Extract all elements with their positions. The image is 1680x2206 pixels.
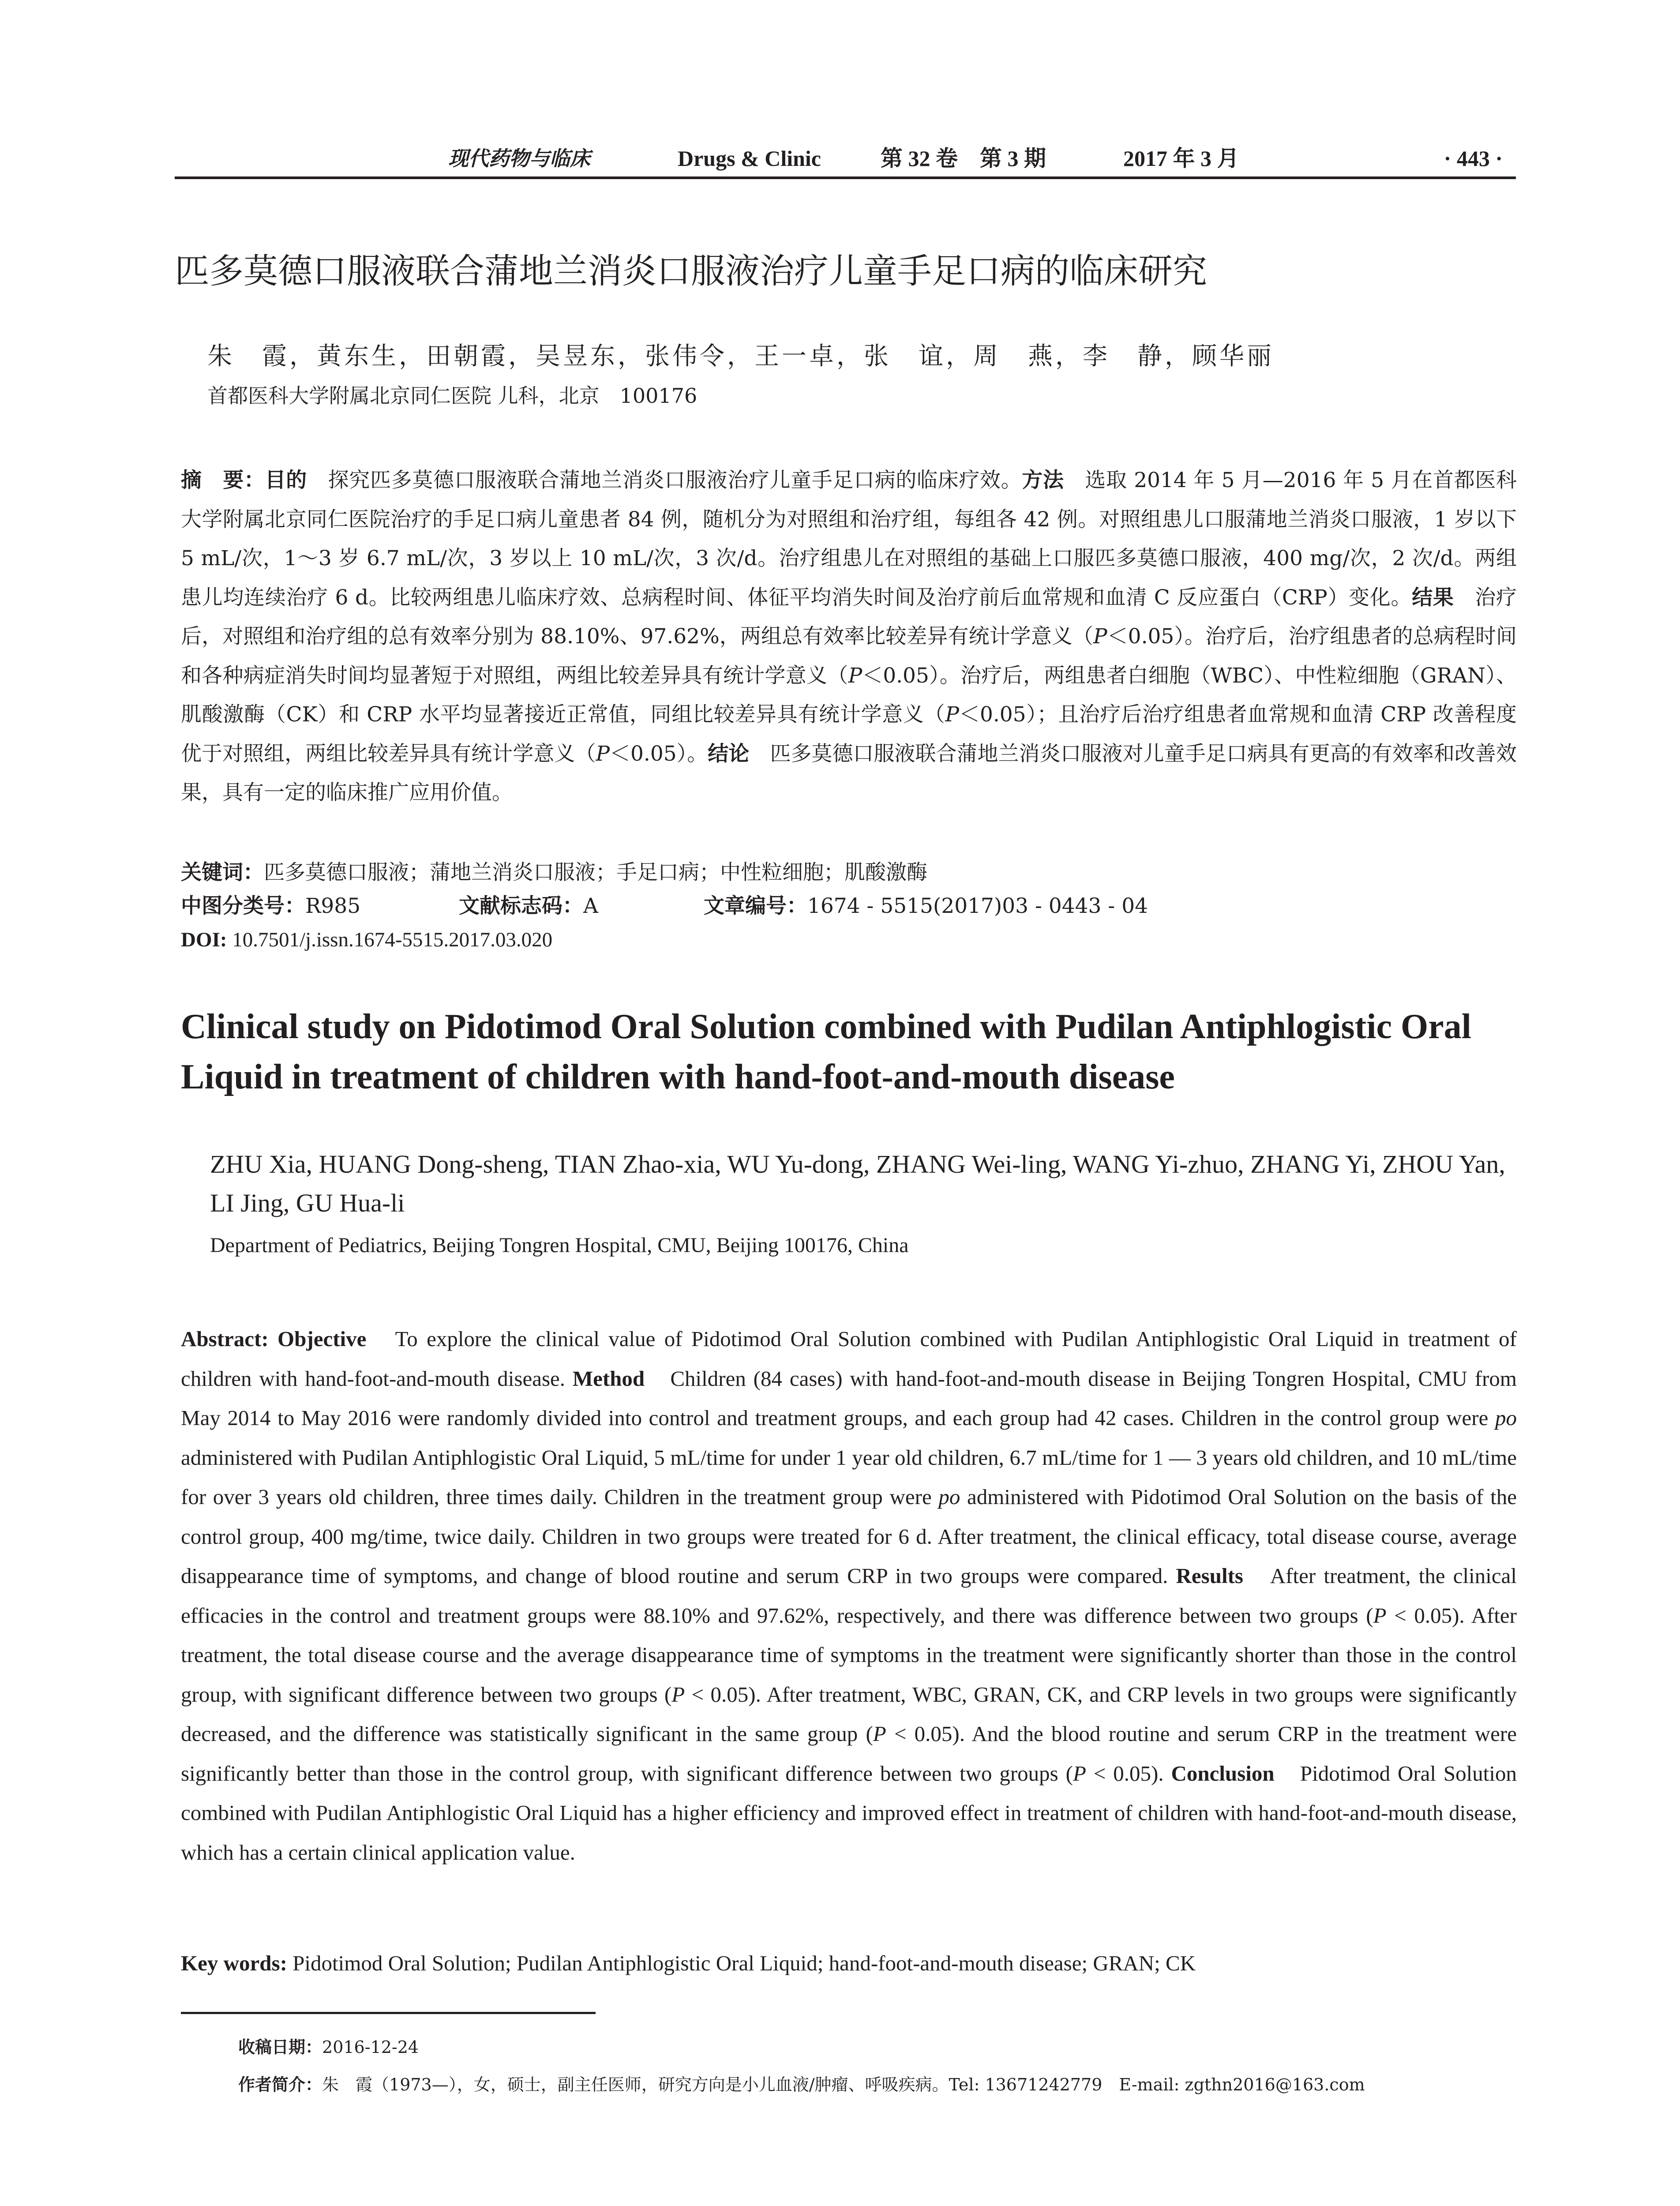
results-text: < 0.05). After treatment, the total disease course and the average disappearance time of symptoms in the treatment were significantly shorter than those in the control group, with significant difference between two groups ( xyxy=(181,1603,1517,1707)
results-label: 结果 xyxy=(1412,585,1454,610)
p-symbol: P xyxy=(1373,1603,1387,1628)
conclusion-label: Conclusion xyxy=(1171,1761,1275,1786)
method-text: administered with Pidotimod Oral Solution on the basis of the control group, 400 mg/time, twice daily. Children in two groups were treated for 6 d. After treatment, the clinical efficacy, total disease course, average disappearance time of symptoms, and change of blood routine and serum CRP in two groups were compared. xyxy=(181,1485,1517,1588)
objective-text: To explore the clinical value of Pidotimod Oral Solution combined with Pudilan Antiphlogistic Oral Liquid in treatment of children with hand-foot-and-mouth disease. xyxy=(181,1327,1517,1391)
article-title-cn: 匹多莫德口服液联合蒲地兰消炎口服液治疗儿童手足口病的临床研究 xyxy=(175,251,1208,291)
doi-label: DOI: xyxy=(181,928,227,951)
method-text: administered with Pudilan Antiphlogistic Oral Liquid, 5 mL/time for under 1 year old children, 6.7 mL/time for 1 — 3 years old children, and 10 mL/time for over 3 years old children, three times daily. Children in the treatment group were xyxy=(181,1445,1517,1509)
p-symbol: P xyxy=(1072,1761,1086,1786)
document-code-label: 文献标志码： xyxy=(459,894,583,918)
clc-number xyxy=(181,889,360,923)
affiliation-en: Department of Pediatrics, Beijing Tongren Hospital, CMU, Beijing 100176, China xyxy=(210,1234,909,1257)
keywords-en-text: Pidotimod Oral Solution; Pudilan Antiphlogistic Oral Liquid; hand-foot-and-mouth disease; GRAN; CK xyxy=(287,1951,1196,1975)
running-header xyxy=(175,140,1516,179)
p-symbol: P xyxy=(848,663,862,688)
footnote-received xyxy=(238,2032,1518,2063)
author-bio-text: 朱 霞（1973—），女，硕士，副主任医师，研究方向是小儿血液/肿瘤、呼吸疾病。Tel: 13671242779 E-mail: zgthn2016@163.com xyxy=(322,2075,1365,2094)
p-symbol: P xyxy=(1093,624,1107,649)
objective-text: 探究匹多莫德口服液联合蒲地兰消炎口服液治疗儿童手足口病的临床疗效。 xyxy=(307,468,1022,492)
article-number-label: 文章编号： xyxy=(704,894,807,918)
clc-label: 中图分类号： xyxy=(181,894,305,918)
results-text: ＜0.05）。治疗后，治疗组患者的总病程时间和各种病症消失时间均显著短于对照组，两组比较差异具有统计学意义（ xyxy=(181,624,1517,688)
conclusion-text: Pidotimod Oral Solution combined with Pudilan Antiphlogistic Oral Liquid has a higher efficiency and improved effect in treatment of children with hand-foot-and-mouth disease, which has a certain clinical application value. xyxy=(181,1761,1517,1865)
article-number xyxy=(704,889,1148,923)
abstract-objective-label: Abstract: Objective xyxy=(181,1327,367,1351)
volume-issue: 第 32 卷 第 3 期 xyxy=(881,146,1046,171)
results-text: ＜0.05）。 xyxy=(610,741,708,766)
method-label: Method xyxy=(572,1366,645,1391)
authors-cn: 朱 霞，黄东生，田朝霞，吴昱东，张伟令，王一卓，张 谊，周 燕，李 静，顾华丽 xyxy=(207,342,1274,371)
results-text: < 0.05). xyxy=(1086,1761,1171,1786)
p-symbol: P xyxy=(671,1682,685,1707)
doi-line xyxy=(181,923,1517,957)
keywords-cn xyxy=(181,856,1517,889)
method-label: 方法 xyxy=(1022,468,1064,492)
conclusion-label: 结论 xyxy=(708,741,750,766)
authors-en: ZHU Xia, HUANG Dong-sheng, TIAN Zhao-xia, WU Yu-dong, ZHANG Wei-ling, WANG Yi-zhuo, ZHANG Yi, ZHOU Yan, LI Jing, GU Hua-li xyxy=(210,1150,1505,1217)
clc-value: R985 xyxy=(305,894,361,918)
journal-name-en: Drugs & Clinic xyxy=(678,146,821,171)
objective-label: 目的 xyxy=(265,468,307,492)
po-term: po xyxy=(1495,1406,1517,1430)
affiliation-cn: 首都医科大学附属北京同仁医院 儿科，北京 100176 xyxy=(207,384,698,408)
abstract-cn xyxy=(181,461,1517,813)
document-code-value: A xyxy=(583,894,598,918)
keywords-en xyxy=(181,1946,1517,1981)
keywords-en-label: Key words: xyxy=(181,1951,287,1975)
footnote-author xyxy=(238,2069,1518,2100)
results-text: < 0.05). And the blood routine and serum CRP in the treatment were significantly better than those in the control group, with significant difference between two groups ( xyxy=(181,1722,1517,1786)
results-text: ＜0.05）。治疗后，两组患者白细胞（WBC）、中性粒细胞（GRAN）、肌酸激酶（CK）和 CRP 水平均显著接近正常值，同组比较差异具有统计学意义（ xyxy=(181,663,1517,727)
abstract-en xyxy=(181,1319,1517,1872)
results-text: ＜0.05）；且治疗后治疗组患者血常规和血清 CRP 改善程度优于对照组，两组比较差异具有统计学意义（ xyxy=(181,702,1517,766)
doi-value[interactable]: 10.7501/j.issn.1674-5515.2017.03.020 xyxy=(227,928,553,951)
received-label: 收稿日期： xyxy=(238,2037,322,2057)
method-text: 选取 2014 年 5 月—2016 年 5 月在首都医科大学附属北京同仁医院治疗的手足口病儿童患者 84 例，随机分为对照组和治疗组，每组各 42 例。对照组患儿口服蒲地兰消炎口服液，1 岁以下 5 mL/次，1～3 岁 6.7 mL/次，3 岁以上 10 mL/次，3 次/d。治疗组患儿在对照组的基础上口服匹多莫德口服液，400 mg/次，2 次/d。两组患儿均连续治疗 6 d。比较两组患儿临床疗效、总病程时间、体征平均消失时间及治疗前后血常规和血清 C 反应蛋白（CRP）变化。 xyxy=(181,468,1517,610)
results-text: 治疗后，对照组和治疗组的总有效率分别为 88.10%、97.62%，两组总有效率比较差异有统计学意义（ xyxy=(181,585,1517,649)
method-text: Children (84 cases) with hand-foot-and-mouth disease in Beijing Tongren Hospital, CMU from May 2014 to May 2016 were randomly divided into control and treatment groups, and each group had 42 cases. Children in the control group were xyxy=(181,1366,1517,1430)
keywords-text: 匹多莫德口服液；蒲地兰消炎口服液；手足口病；中性粒细胞；肌酸激酶 xyxy=(264,860,927,885)
results-text: After treatment, the clinical efficacies in the control and treatment groups were 88.10% and 97.62%, respectively, and there was difference between two groups ( xyxy=(181,1564,1517,1628)
results-label: Results xyxy=(1176,1564,1243,1588)
abstract-label: 摘 要： xyxy=(181,468,265,492)
p-symbol: P xyxy=(873,1722,886,1746)
keywords-label: 关键词： xyxy=(181,860,264,885)
received-date: 2016-12-24 xyxy=(322,2037,419,2057)
journal-name-cn: 现代药物与临床 xyxy=(448,146,590,170)
document-code xyxy=(459,889,598,923)
conclusion-text: 匹多莫德口服液联合蒲地兰消炎口服液对儿童手足口病具有更高的有效率和改善效果，具有一定的临床推广应用价值。 xyxy=(181,741,1517,805)
page-number: · 443 · xyxy=(1444,146,1503,171)
issue-date: 2017 年 3 月 xyxy=(1123,146,1239,171)
po-term: po xyxy=(938,1485,960,1509)
author-bio-label: 作者简介： xyxy=(238,2075,322,2094)
article-number-value: 1674 - 5515(2017)03 - 0443 - 04 xyxy=(807,894,1148,918)
p-symbol: P xyxy=(596,741,610,766)
results-text: < 0.05). After treatment, WBC, GRAN, CK, and CRP levels in two groups were significantly decreased, and the difference was statistically significant in the same group ( xyxy=(181,1682,1517,1746)
p-symbol: P xyxy=(945,702,959,727)
article-title-en: Clinical study on Pidotimod Oral Solution combined with Pudilan Antiphlogistic Oral Liquid in treatment of children with hand-foot-and-mouth disease xyxy=(181,1007,1471,1096)
footnote-divider xyxy=(181,2012,596,2014)
